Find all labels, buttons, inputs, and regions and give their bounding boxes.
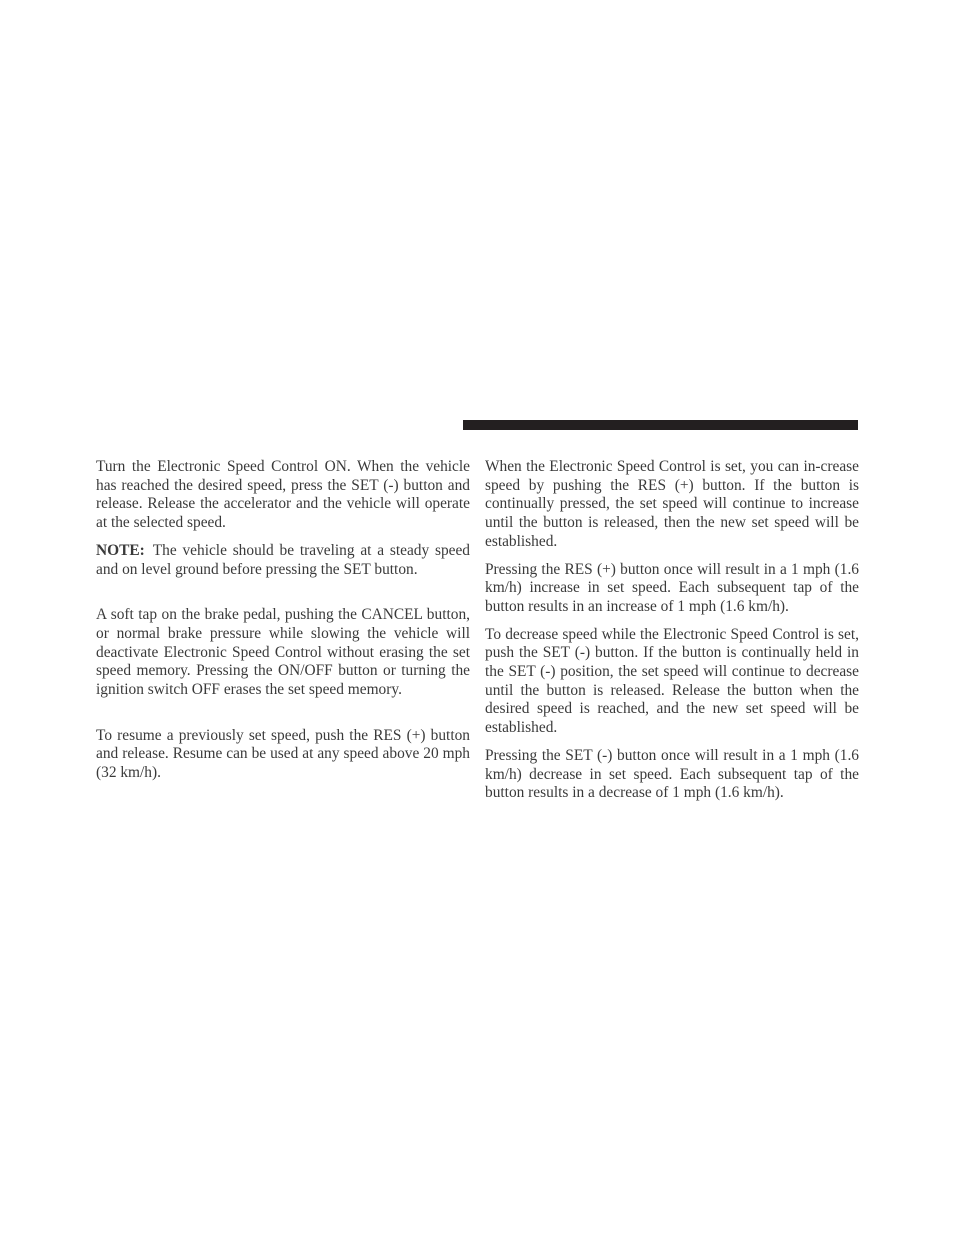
right-column bbox=[485, 458, 859, 803]
deactivate-paragraph: A soft tap on the brake pedal, pushing the CANCEL button, or normal brake pressure while slowing the vehicle will deactivate Electronic Speed Control without erasing the set speed memory. Pressing the ON/OFF button or turning the ignition switch OFF erases the set speed memory. bbox=[96, 606, 470, 699]
note-label: NOTE: bbox=[96, 541, 145, 559]
decrease-tap-paragraph: Pressing the SET (-) button once will result in a 1 mph (1.6 km/h) decrease in set speed. Each subsequent tap of the button results in a decrease of 1 mph (1.6 km/h). bbox=[485, 746, 859, 802]
note-text: The vehicle should be traveling at a steady speed and on level ground before pressing the SET button. bbox=[96, 541, 470, 578]
increase-speed-paragraph: When the Electronic Speed Control is set, you can in-crease speed by pushing the RES (+) button. If the button is continually pressed, the set speed will continue to increase until the button is released, then the new set speed will be established. bbox=[485, 458, 859, 550]
left-column bbox=[96, 458, 470, 783]
note-paragraph bbox=[96, 542, 470, 579]
increase-tap-paragraph: Pressing the RES (+) button once will result in a 1 mph (1.6 km/h) increase in set speed. Each subsequent tap of the button results in an increase of 1 mph (1.6 km/h). bbox=[485, 560, 859, 615]
resume-paragraph: To resume a previously set speed, push the RES (+) button and release. Resume can be used at any speed above 20 mph (32 km/h). bbox=[96, 726, 470, 782]
section-header-bar bbox=[463, 420, 858, 430]
set-speed-paragraph: Turn the Electronic Speed Control ON. When the vehicle has reached the desired speed, press the SET (-) button and release. Release the accelerator and the vehicle will operate at the selected speed. bbox=[96, 458, 470, 532]
decrease-speed-paragraph: To decrease speed while the Electronic Speed Control is set, push the SET (-) button. If the button is continually held in the SET (-) position, the set speed will continue to decrease until the button is released. Release the button when the desired speed is reached, and the new set speed will be established. bbox=[485, 625, 859, 737]
